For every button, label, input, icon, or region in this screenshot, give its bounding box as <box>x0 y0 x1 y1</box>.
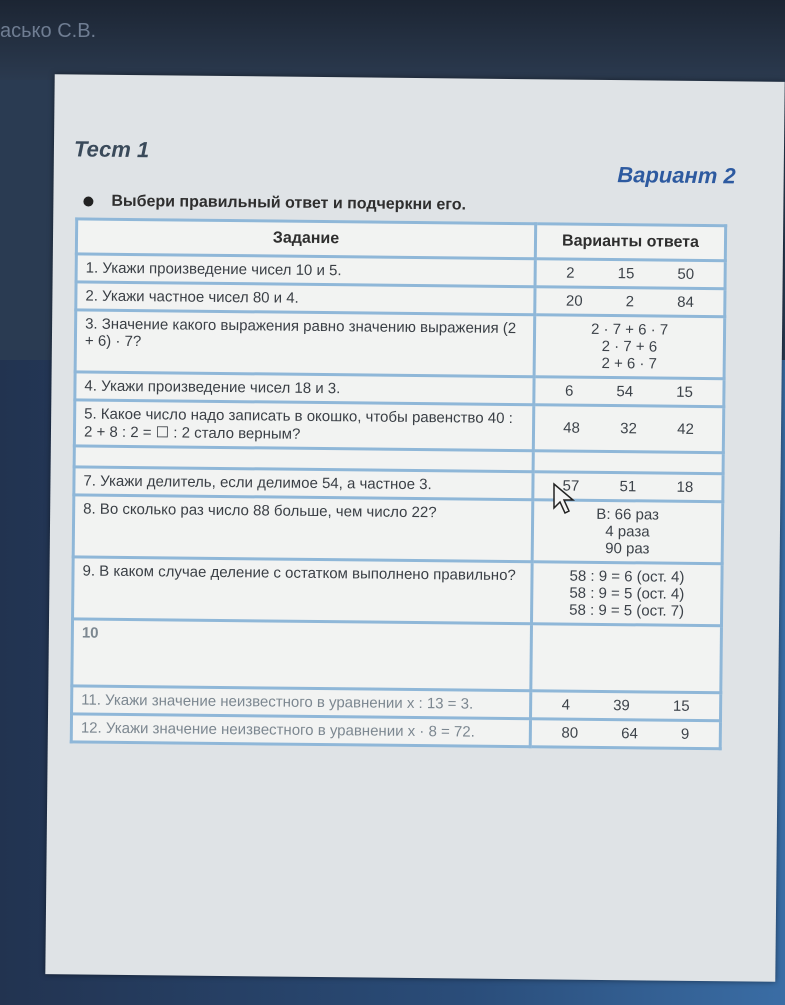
answer-option[interactable]: 4 <box>561 696 571 714</box>
answer-option[interactable]: 2 <box>625 293 635 311</box>
answer-cell <box>530 719 720 749</box>
answer-option[interactable]: 58 : 9 = 5 (ост. 4) <box>569 584 685 603</box>
answer-option[interactable]: 20 <box>565 292 583 310</box>
task-text: 7. Укажи делитель, если делимое 54, а частное 3. <box>74 467 533 500</box>
table-row <box>74 400 723 453</box>
answer-cell <box>533 405 723 453</box>
bullet-icon <box>83 196 93 206</box>
task-text: 2. Укажи частное чисел 80 и 4. <box>76 282 535 315</box>
header-task: Задание <box>76 219 535 259</box>
worksheet-photo <box>45 74 784 982</box>
answer-option[interactable]: 39 <box>613 697 630 715</box>
table-row <box>72 619 722 693</box>
answer-option[interactable]: 51 <box>619 478 637 496</box>
task-text: 5. Какое число надо записать в окошко, чтобы равенство 40 : 2 + 8 : 2 = ☐ : 2 стало верным? <box>74 400 533 451</box>
task-text: 8. Во сколько раз число 88 больше, чем число 22? <box>73 495 533 562</box>
answer-option[interactable]: 2 · 7 + 6 · 7 <box>590 320 669 339</box>
answer-option[interactable]: 58 : 9 = 6 (ост. 4) <box>569 567 685 586</box>
answer-option[interactable]: 84 <box>677 293 694 311</box>
answer-option[interactable]: 80 <box>561 724 579 742</box>
header-answers: Варианты ответа <box>535 224 725 261</box>
answer-option[interactable]: 15 <box>676 383 693 401</box>
table-row <box>73 557 723 626</box>
task-text: 1. Укажи произведение чисел 10 и 5. <box>76 254 535 287</box>
answer-option[interactable]: 48 <box>563 419 580 437</box>
answer-cell <box>535 259 725 289</box>
answer-option[interactable]: 64 <box>621 725 638 743</box>
answer-cell <box>534 315 725 379</box>
variant-label: Вариант 2 <box>617 162 736 189</box>
answer-cell <box>532 562 723 626</box>
answer-option[interactable]: 2 + 6 · 7 <box>601 354 658 373</box>
mouse-pointer-icon <box>552 482 578 516</box>
task-text: 9. В каком случае деление с остатком выполнено правильно? <box>73 557 533 624</box>
task-text: 11. Укажи значение неизвестного в уравнении x : 13 = 3. <box>72 686 531 719</box>
answer-option[interactable]: 90 раз <box>605 539 650 558</box>
table-row <box>75 310 725 379</box>
test-title: Тест 1 <box>73 136 150 163</box>
answer-option[interactable]: 4 раза <box>605 522 650 541</box>
owner-label: асько С.В. <box>0 20 97 42</box>
answer-option[interactable]: 15 <box>672 697 690 715</box>
answer-option[interactable]: 18 <box>676 478 694 496</box>
answer-option[interactable]: 15 <box>617 265 635 283</box>
answer-option[interactable]: 42 <box>677 420 694 438</box>
instruction <box>83 193 466 215</box>
table-row <box>71 714 720 749</box>
task-text: 3. Значение какого выражения равно значению выражения (2 + 6) · 7? <box>75 310 535 377</box>
answer-option[interactable]: 2 · 7 + 6 <box>601 337 658 356</box>
answer-option[interactable]: 2 <box>566 264 575 282</box>
task-text: 12. Укажи значение неизвестного в уравнении x · 8 = 72. <box>71 714 530 747</box>
task-text: 4. Укажи произведение чисел 18 и 3. <box>75 372 534 405</box>
answer-option[interactable]: 54 <box>616 383 634 401</box>
answer-option[interactable]: 50 <box>677 265 695 283</box>
monitor-top-bar <box>0 0 785 80</box>
answer-cell <box>531 691 721 721</box>
answer-cell <box>533 451 723 474</box>
answer-cell <box>535 287 725 317</box>
answer-option[interactable]: 6 <box>564 382 574 400</box>
answer-cell <box>531 624 722 693</box>
answer-option[interactable]: 32 <box>620 420 637 438</box>
test-table <box>70 217 727 750</box>
answer-cell <box>534 377 724 407</box>
table-row <box>73 495 723 564</box>
instruction-text: Выбери правильный ответ и подчеркни его. <box>111 192 467 214</box>
answer-option[interactable]: В: 66 раз <box>596 505 660 524</box>
answer-option[interactable]: 9 <box>680 725 690 743</box>
task-text: 10 <box>72 619 532 691</box>
answer-option[interactable]: 58 : 9 = 5 (ост. 7) <box>569 601 685 620</box>
answer-option[interactable]: 57 <box>562 477 580 495</box>
